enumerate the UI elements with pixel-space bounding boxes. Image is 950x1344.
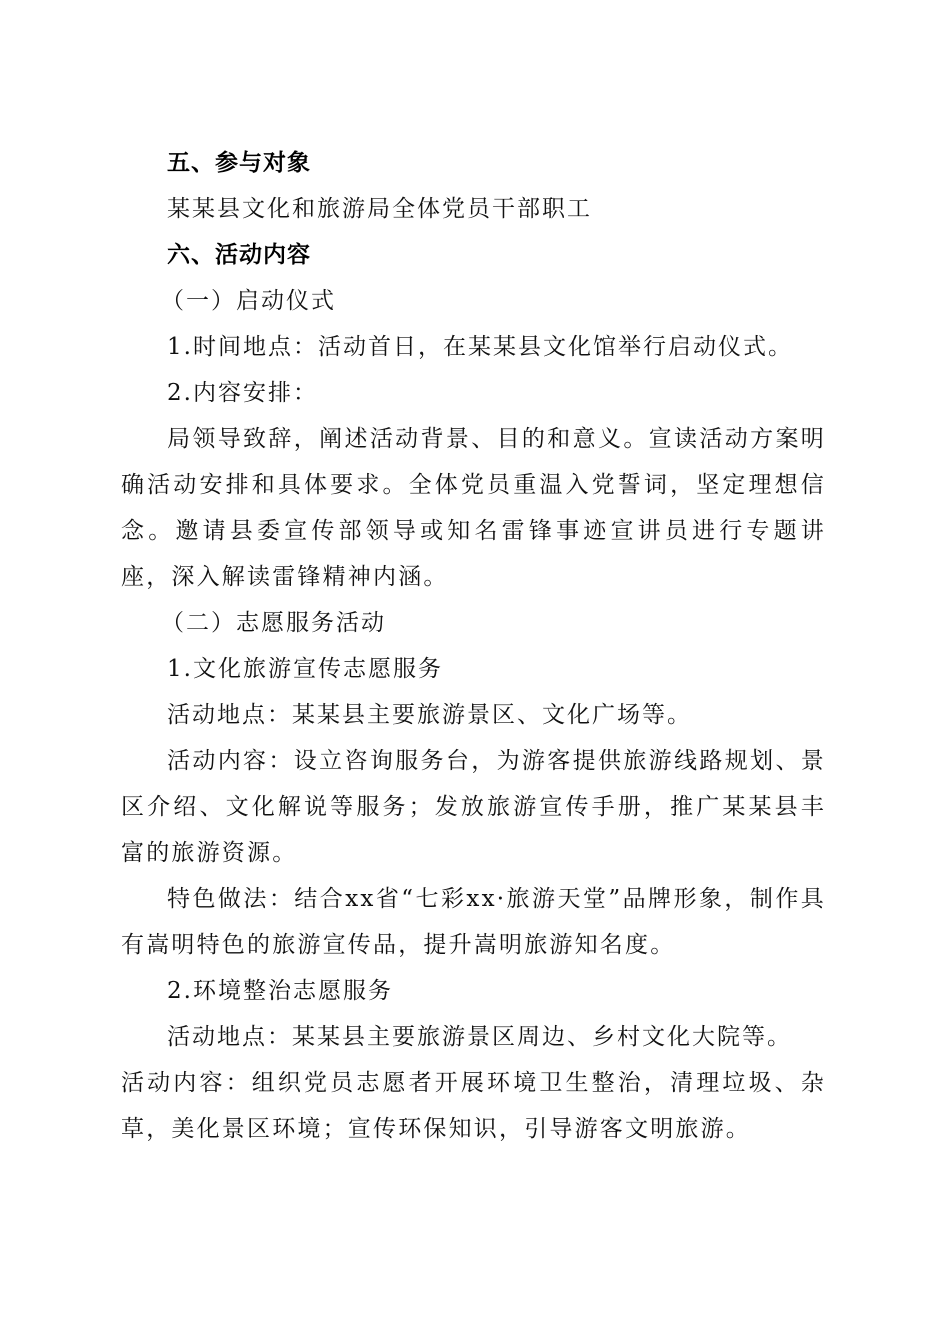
participants-text: 某某县文化和旅游局全体党员干部职工 xyxy=(167,196,592,222)
launch-arrangement-label: 2.内容安排： xyxy=(167,380,318,406)
section-heading-participants: 五、参与对象 xyxy=(167,150,311,176)
document-body xyxy=(121,140,826,1152)
subsection-heading-launch: （一）启动仪式 xyxy=(161,288,336,314)
volunteer-item-tourism-promo: 1.文化旅游宣传志愿服务 xyxy=(167,656,443,682)
volunteer-item-environment: 2.环境整治志愿服务 xyxy=(167,978,393,1004)
launch-time-location: 1.时间地点：活动首日，在某某县文化馆举行启动仪式。 xyxy=(167,334,793,360)
tourism-promo-content: 活动内容：设立咨询服务台，为游客提供旅游线路规划、景区介绍、文化解说等服务；发放旅游宣传手册，推广某某县丰富的旅游资源。 xyxy=(121,748,826,866)
tourism-promo-location: 活动地点：某某县主要旅游景区、文化广场等。 xyxy=(167,702,692,728)
subsection-heading-volunteer: （二）志愿服务活动 xyxy=(161,610,386,636)
environment-content: 活动内容：组织党员志愿者开展环境卫生整治，清理垃圾、杂草，美化景区环境；宣传环保知识，引导游客文明旅游。 xyxy=(121,1070,826,1142)
tourism-promo-feature: 特色做法：结合xx省“七彩xx·旅游天堂”品牌形象，制作具有嵩明特色的旅游宣传品，提升嵩明旅游知名度。 xyxy=(121,886,826,958)
section-heading-activities: 六、活动内容 xyxy=(167,242,311,268)
launch-arrangement-paragraph: 局领导致辞，阐述活动背景、目的和意义。宣读活动方案明确活动安排和具体要求。全体党员重温入党誓词，坚定理想信念。邀请县委宣传部领导或知名雷锋事迹宣讲员进行专题讲座，深入解读雷锋精神内涵。 xyxy=(121,426,826,590)
environment-location: 活动地点：某某县主要旅游景区周边、乡村文化大院等。 xyxy=(167,1024,792,1050)
